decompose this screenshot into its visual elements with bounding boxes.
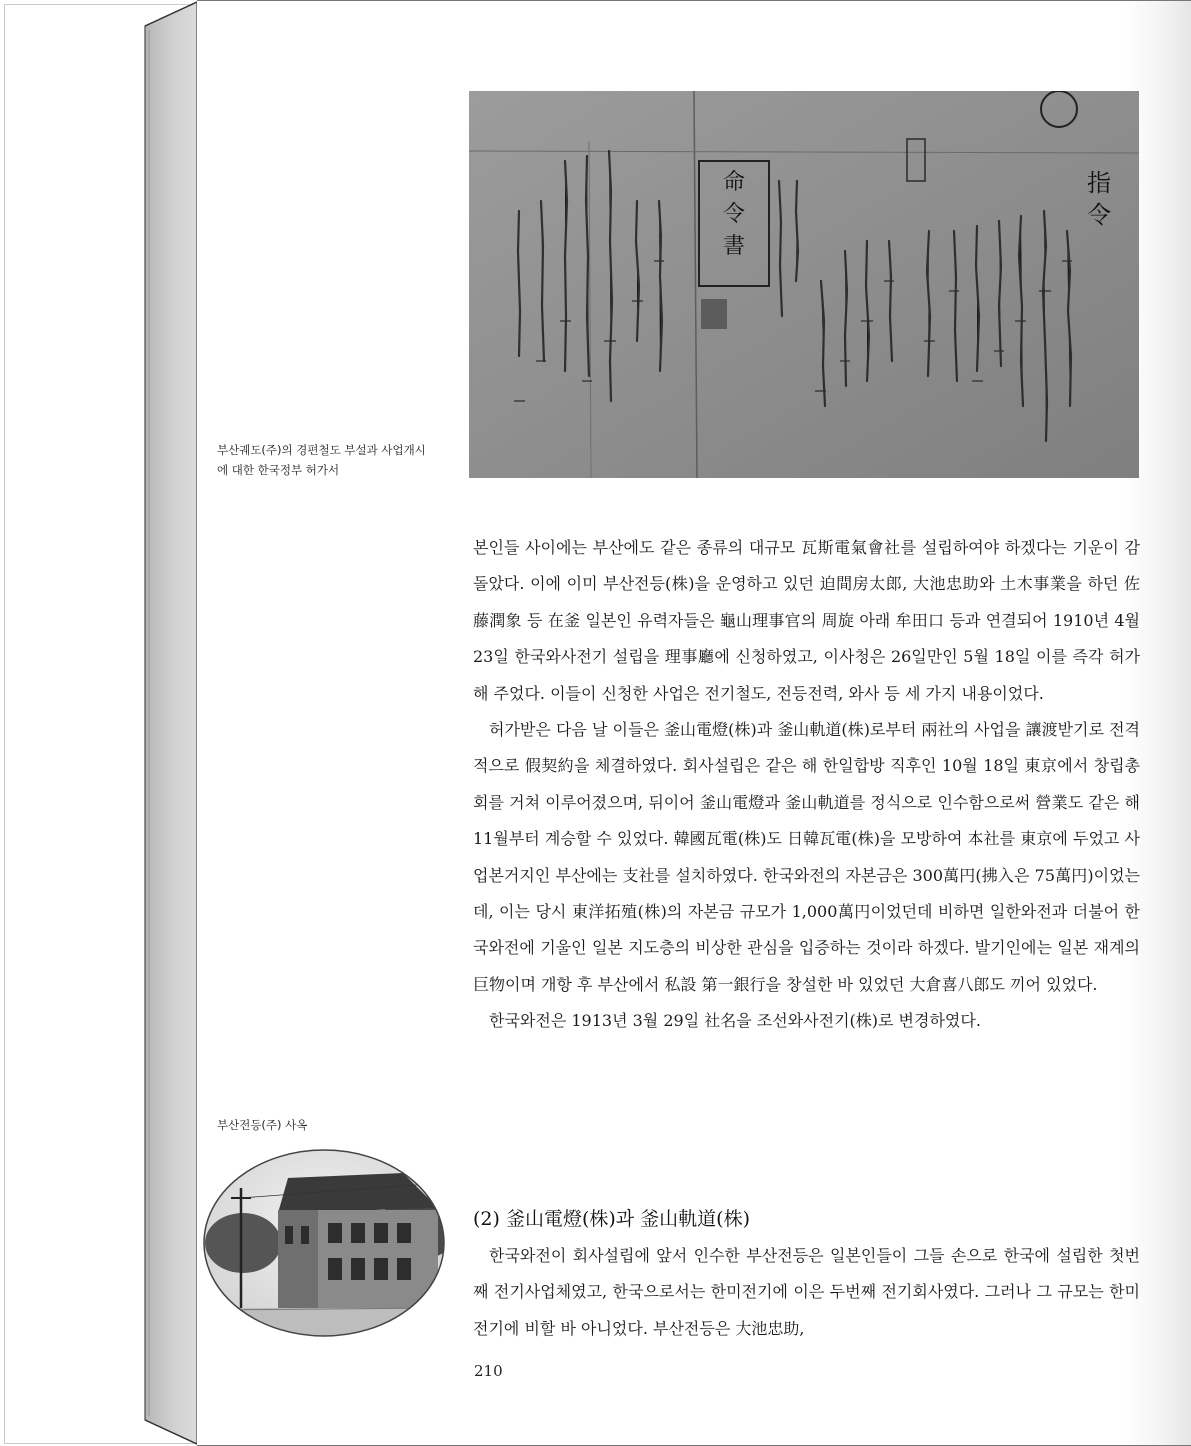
header-char-2: 令 [1087, 201, 1111, 229]
document-caption-text: 부산궤도(주)의 경편철도 부설과 사업개시 에 대한 한국정부 허가서 [217, 443, 426, 477]
section-body-text [473, 1238, 1140, 1347]
main-body-text [473, 530, 1140, 1040]
stamp-char-2: 令 [722, 202, 746, 227]
header-char-1: 指 [1087, 169, 1111, 197]
stamp-char-1: 命 [722, 170, 746, 195]
building-caption-text: 부산전등(주) 사옥 [217, 1118, 308, 1132]
book-spine [0, 0, 200, 1446]
document-caption [217, 440, 457, 480]
government-permit-document-image [469, 91, 1139, 478]
stamp-char-3: 書 [722, 234, 746, 259]
document-illustration [469, 91, 1139, 478]
body-paragraph-3: 한국와전은 1913년 3월 29일 社名을 조선와사전기(株)로 변경하였다. [489, 1011, 981, 1031]
body-paragraph-1: 본인들 사이에는 부산에도 같은 종류의 대규모 瓦斯電氣會社를 설립하여야 하겠다는 기운이 감돌았다. 이에 이미 부산전등(株)을 운영하고 있던 迫間房太郎, 大池忠助와 土木事業을 하던 佐藤潤象 등 在釜 일본인 유력자들은 龜山理事官의 周旋 아래 牟田口 등과 연결되어 1910년 4월 23일 한국와사전기 설립을 理事廳에 신청하였고, 이사청은 26일만인 5월 18일 이를 즉각 허가해 주었다. 이들이 신청한 사업은 전기철도, 전등전력, 와사 등 세 가지 내용이었다. [473, 538, 1140, 703]
body-paragraph-2: 허가받은 다음 날 이들은 釜山電燈(株)과 釜山軌道(株)로부터 兩社의 사업을 讓渡받기로 전격적으로 假契約을 체결하였다. 회사설립은 같은 해 한일합방 직후인 10월 18일 東京에서 창립총회를 거쳐 이루어졌으며, 뒤이어 釜山電燈과 釜山軌道를 정식으로 인수함으로써 營業도 같은 해 11월부터 계승할 수 있었다. 韓國瓦電(株)도 日韓瓦電(株)을 모방하여 本社를 東京에 두었고 사업본거지인 부산에는 支社를 설치하였다. 한국와전의 자본금은 300萬円(拂入은 75萬円)이었는데, 이는 당시 東洋拓殖(株)의 자본금 규모가 1,000萬円이었던데 비하면 일한와전과 더불어 한국와전에 기울인 일본 지도층의 비상한 관심을 입증하는 것이라 하겠다. 발기인에는 일본 재계의 巨物이며 개항 후 부산에서 私設 第一銀行을 창설한 바 있었던 大倉喜八郎도 끼어 있었다. [473, 720, 1140, 994]
section-paragraph: 한국와전이 회사설립에 앞서 인수한 부산전등은 일본인들이 그들 손으로 한국에 설립한 첫번째 전기사업체였고, 한국으로서는 한미전기에 이은 두번째 전기회사였다. 그러나 그 규모는 한미전기에 비할 바 아니었다. 부산전등은 大池忠助, [473, 1246, 1140, 1338]
busan-electric-building-photo [203, 1148, 446, 1338]
building-illustration [203, 1148, 446, 1338]
section-heading: (2) 釜山電燈(株)과 釜山軌道(株) [473, 1208, 750, 1230]
building-caption [217, 1115, 417, 1135]
page-number: 210 [474, 1362, 503, 1380]
